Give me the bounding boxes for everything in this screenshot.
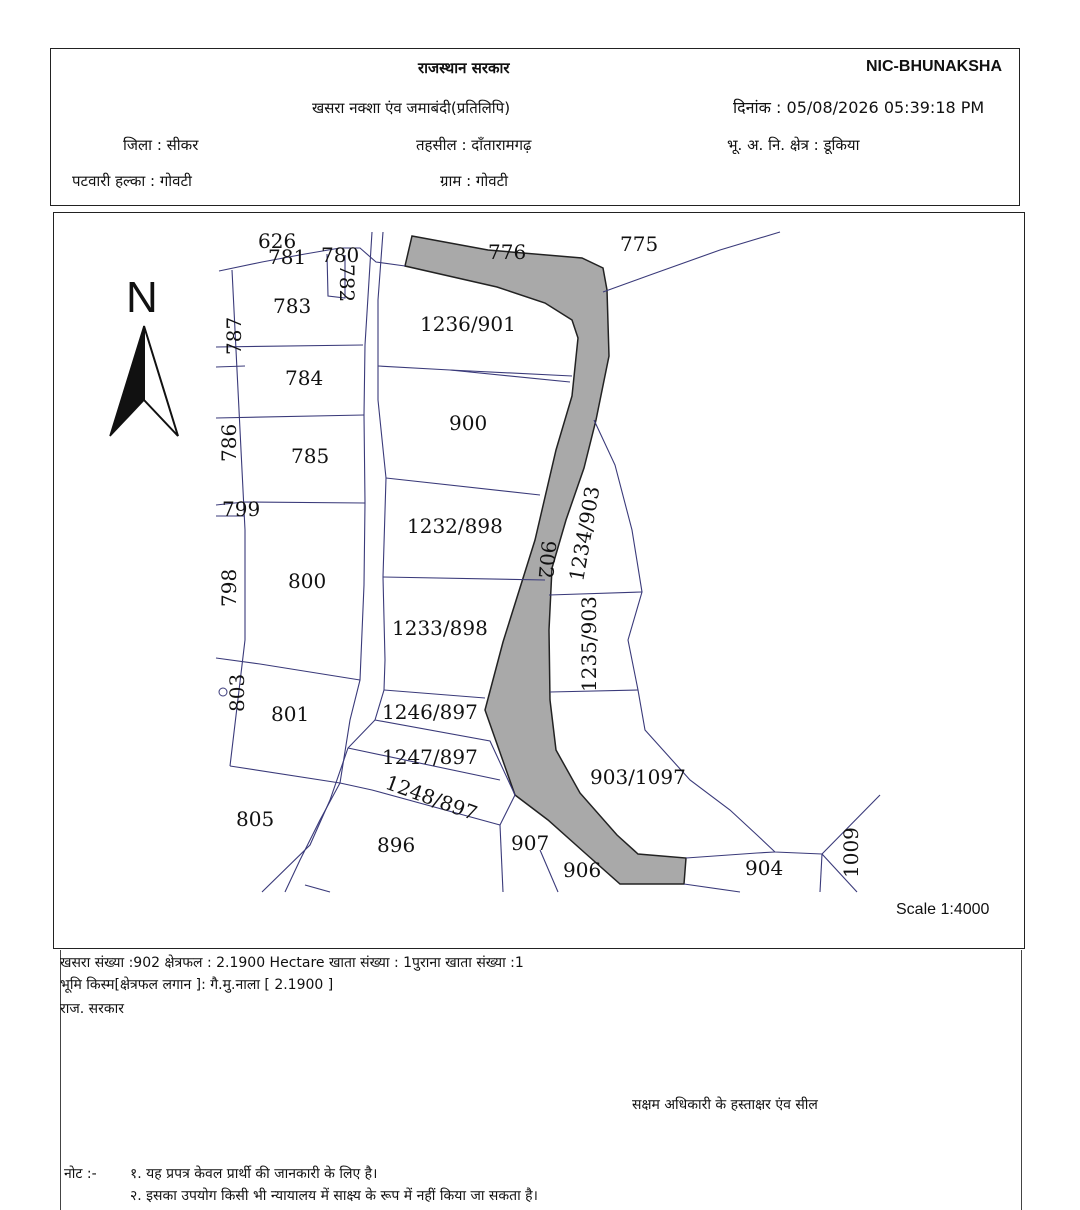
- owner-name: राज. सरकार: [60, 1001, 124, 1017]
- map-scale: Scale 1:4000: [896, 901, 990, 918]
- patwari-field: पटवारी हल्का : गोवटी: [72, 172, 192, 190]
- label-803: 803: [225, 673, 249, 712]
- label-775: 775: [620, 232, 659, 256]
- district-field: जिला : सीकर: [123, 136, 199, 154]
- label-784: 784: [285, 366, 324, 390]
- label-904: 904: [745, 856, 784, 880]
- north-label: N: [126, 273, 158, 322]
- label-626: 626: [258, 229, 297, 253]
- label-1233-898: 1233/898: [392, 616, 488, 640]
- tehsil-field: तहसील : दाँतारामगढ़: [416, 136, 532, 154]
- label-801: 801: [271, 702, 310, 726]
- land-type: भूमि किस्म[क्षेत्रफल लगान ]: गै.मु.नाला [ 2.1900 ]: [60, 977, 334, 993]
- label-896: 896: [377, 833, 416, 857]
- label-776: 776: [488, 240, 527, 264]
- label-1232-898: 1232/898: [407, 514, 503, 538]
- label-800: 800: [288, 569, 327, 593]
- label-906: 906: [563, 858, 602, 882]
- area-field: भू. अ. नि. क्षेत्र : डूकिया: [727, 136, 860, 154]
- label-782: 782: [335, 264, 359, 303]
- north-arrow-icon: [110, 273, 178, 436]
- khasra-details: खसरा संख्या :902 क्षेत्रफल : 2.1900 Hectare खाता संख्या : 1पुराना खाता संख्या :1: [60, 955, 524, 971]
- label-780: 780: [321, 243, 360, 267]
- label-1246-897: 1246/897: [382, 700, 478, 724]
- note-2: २. इसका उपयोग किसी भी न्यायालय में साक्ष्य के रूप में नहीं किया जा सकता है।: [130, 1188, 538, 1204]
- village-field: ग्राम : गोवटी: [440, 172, 509, 190]
- label-900: 900: [449, 411, 488, 435]
- label-902: 902: [533, 539, 561, 580]
- label-1235-903: 1235/903: [577, 596, 601, 692]
- label-1247-897: 1247/897: [382, 745, 478, 769]
- date-stamp: दिनांक : 05/08/2026 05:39:18 PM: [733, 98, 985, 117]
- label-787: 787: [222, 316, 246, 355]
- signature-label: सक्षम अधिकारी के हस्ताक्षर एंव सील: [632, 1097, 818, 1113]
- label-1248-897: 1248/897: [382, 770, 481, 826]
- label-1234-903: 1234/903: [564, 484, 605, 583]
- document-title: खसरा नक्शा एंव जमाबंदी(प्रतिलिपि): [312, 99, 511, 117]
- label-785: 785: [291, 444, 330, 468]
- label-805: 805: [236, 807, 275, 831]
- label-903-1097: 903/1097: [590, 765, 686, 789]
- label-781: 781: [268, 245, 307, 269]
- label-1009: 1009: [839, 827, 863, 878]
- govt-title: राजस्थान सरकार: [418, 59, 510, 77]
- label-799: 799: [222, 497, 261, 521]
- note-label: नोट :-: [64, 1166, 97, 1182]
- label-783: 783: [273, 294, 312, 318]
- label-907: 907: [511, 831, 550, 855]
- brand-title: NIC-BHUNAKSHA: [866, 58, 1002, 75]
- label-798: 798: [217, 568, 241, 607]
- note-1: १. यह प्रपत्र केवल प्रार्थी की जानकारी के लिए है।: [130, 1166, 378, 1182]
- label-786: 786: [217, 423, 241, 462]
- label-1236-901: 1236/901: [420, 312, 516, 336]
